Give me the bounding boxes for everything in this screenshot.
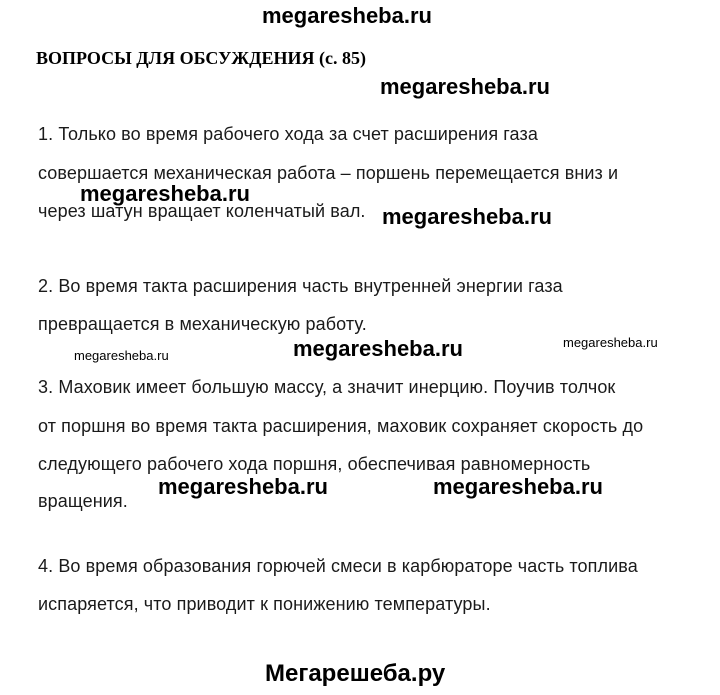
watermark: megaresheba.ru bbox=[293, 336, 463, 361]
answer-2-line-1: 2. Во время такта расширения часть внутренней энергии газа bbox=[38, 276, 563, 296]
answer-1-line-1: 1. Только во время рабочего хода за счет расширения газа bbox=[38, 124, 538, 144]
watermark: megaresheba.ru bbox=[80, 181, 250, 206]
answer-3-line-2: от поршня во время такта расширения, маховик сохраняет скорость до bbox=[38, 416, 644, 436]
watermark: megaresheba.ru bbox=[433, 474, 603, 499]
answer-3-line-4: вращения. bbox=[38, 491, 128, 511]
answer-3-line-1: 3. Маховик имеет большую массу, а значит инерцию. Поучив толчок bbox=[38, 377, 616, 397]
answer-1-line-3: через шатун вращает коленчатый вал. bbox=[38, 201, 366, 221]
answer-3-line-3: следующего рабочего хода поршня, обеспечивая равномерность bbox=[38, 454, 591, 474]
watermark-top: megaresheba.ru bbox=[262, 3, 432, 28]
answer-2-line-2: превращается в механическую работу. bbox=[38, 314, 367, 334]
watermark-small: megaresheba.ru bbox=[563, 335, 658, 350]
watermark-small: megaresheba.ru bbox=[74, 348, 169, 363]
section-heading: ВОПРОСЫ ДЛЯ ОБСУЖДЕНИЯ (с. 85) bbox=[36, 48, 367, 68]
watermark: megaresheba.ru bbox=[382, 204, 552, 229]
footer-watermark: Мегарешеба.ру bbox=[265, 660, 446, 687]
answer-4-line-2: испаряется, что приводит к понижению температуры. bbox=[38, 594, 491, 614]
answer-1-line-2: совершается механическая работа – поршень перемещается вниз и bbox=[38, 163, 619, 183]
watermark: megaresheba.ru bbox=[158, 474, 328, 499]
watermark: megaresheba.ru bbox=[380, 74, 550, 99]
answer-4-line-1: 4. Во время образования горючей смеси в карбюраторе часть топлива bbox=[38, 556, 638, 576]
